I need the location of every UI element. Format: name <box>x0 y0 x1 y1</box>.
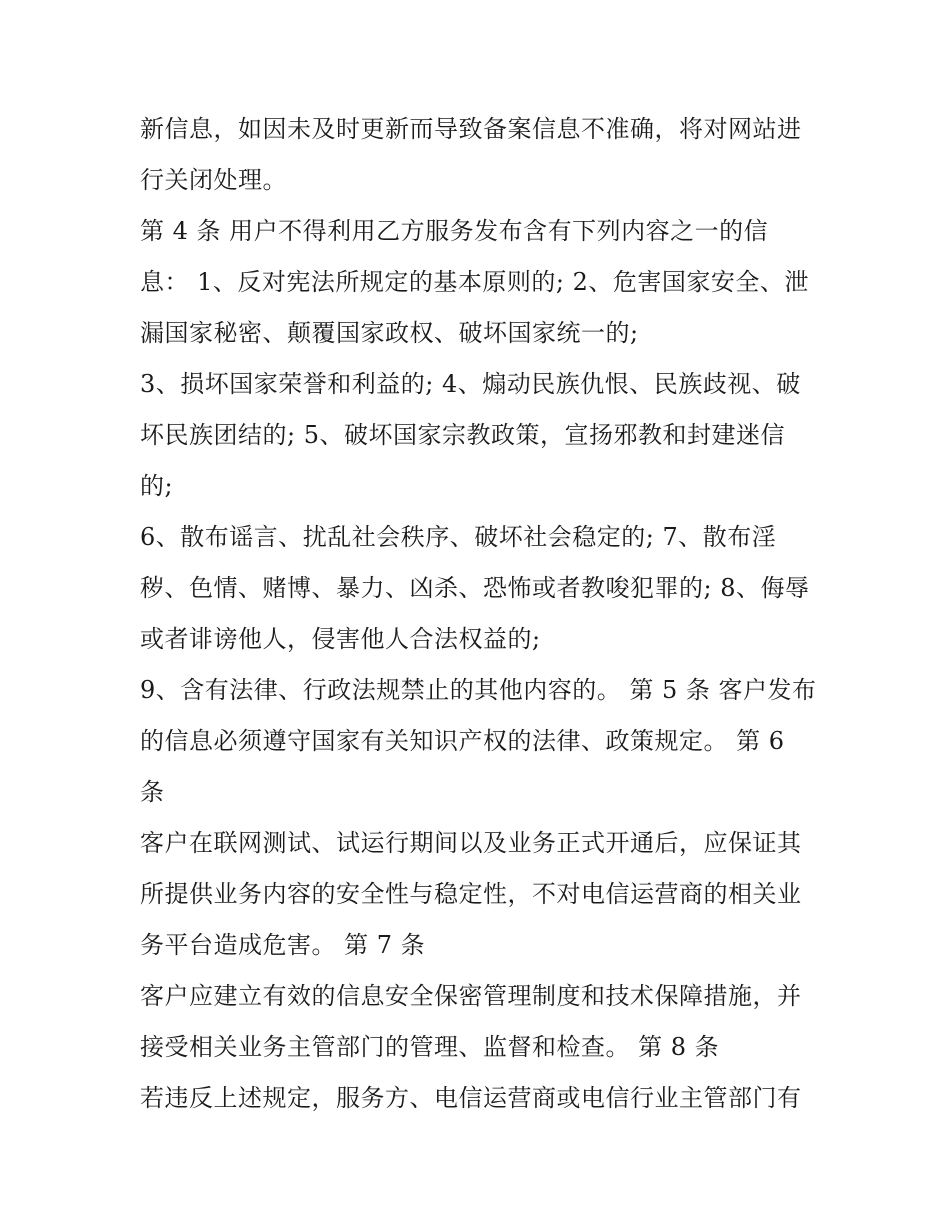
text-line-2: 行关闭处理。 <box>140 166 287 194</box>
text-line-10: 秽、色情、赌博、暴力、凶杀、恐怖或者教唆犯罪的; 8、侮辱 <box>140 574 810 602</box>
text-line-3: 第 4 条 用户不得利用乙方服务发布含有下列内容之一的信 <box>140 217 769 245</box>
text-line-18: 客户应建立有效的信息安全保密管理制度和技术保障措施，并 <box>140 982 802 1010</box>
text-line-13: 的信息必须遵守国家有关知识产权的法律、政策规定。 第 6 <box>140 727 785 755</box>
text-line-20: 若违反上述规定，服务方、电信运营商或电信行业主管部门有 <box>140 1084 802 1112</box>
text-line-9: 6、散布谣言、扰乱社会秩序、破坏社会稳定的; 7、散布淫 <box>140 523 777 551</box>
text-line-12: 9、含有法律、行政法规禁止的其他内容的。 第 5 条 客户发布 <box>140 676 817 704</box>
text-line-6: 3、损坏国家荣誉和利益的; 4、煽动民族仇恨、民族歧视、破 <box>140 370 801 398</box>
text-line-16: 所提供业务内容的安全性与稳定性，不对电信运营商的相关业 <box>140 880 802 908</box>
text-line-1: 新信息，如因未及时更新而导致备案信息不准确，将对网站进 <box>140 115 802 143</box>
document-body <box>140 104 820 1124</box>
text-line-15: 客户在联网测试、试运行期间以及业务正式开通后，应保证其 <box>140 829 802 857</box>
text-line-19: 接受相关业务主管部门的管理、监督和检查。 第 8 条 <box>140 1033 720 1061</box>
text-line-17: 务平台造成危害。 第 7 条 <box>140 931 426 959</box>
text-line-7: 坏民族团结的; 5、破坏国家宗教政策，宣扬邪教和封建迷信 <box>140 421 785 449</box>
text-line-11: 或者诽谤他人，侵害他人合法权益的; <box>140 625 541 653</box>
text-line-14: 条 <box>140 778 165 806</box>
text-line-8: 的; <box>140 472 174 500</box>
text-line-5: 漏国家秘密、颠覆国家政权、破坏国家统一的; <box>140 319 639 347</box>
text-line-4: 息： 1、反对宪法所规定的基本原则的; 2、危害国家安全、泄 <box>140 268 809 296</box>
